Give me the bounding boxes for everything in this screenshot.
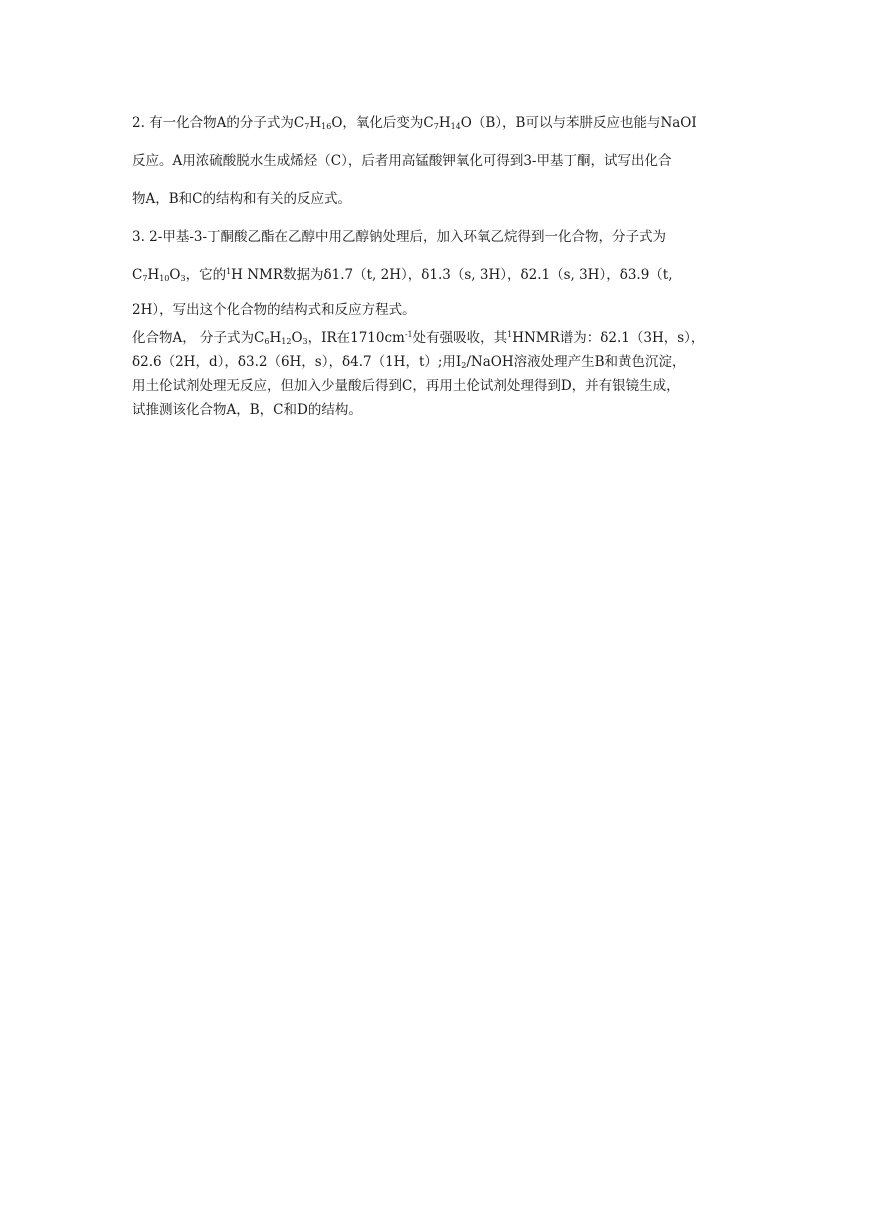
question-2-line-1 xyxy=(132,104,742,142)
text-run: H xyxy=(309,115,322,131)
question-2 xyxy=(132,104,742,218)
subscript: 12 xyxy=(281,337,292,346)
question-2-line-3: 物A，B和C的结构和有关的反应式。 xyxy=(132,191,351,207)
question-4-line-2 xyxy=(132,350,742,374)
text-run: H NMR数据为δ1.7（t, 2H），δ1.3（s, 3H），δ2.1（s, 3H），δ3.9（t, xyxy=(231,267,673,283)
superscript: -1 xyxy=(404,330,413,339)
question-3-line-1: 3. 2-甲基-3-丁酮酸乙酯在乙醇中用乙醇钠处理后，加入环氧乙烷得到一化合物，分子式为 xyxy=(132,229,667,245)
subscript: 7 xyxy=(304,122,310,131)
text-run: H xyxy=(147,267,160,283)
text-run: 2. 有一化合物A的分子式为C xyxy=(132,115,305,131)
superscript: 1 xyxy=(507,330,513,339)
subscript: 7 xyxy=(433,122,439,131)
subscript: 14 xyxy=(450,122,461,131)
text-run: O xyxy=(169,267,181,283)
subscript: 3 xyxy=(180,274,186,283)
question-2-line-2: 反应。A用浓硫酸脱水生成烯烃（C），后者用高锰酸钾氧化可得到3-甲基丁酮，试写出化合 xyxy=(132,153,672,169)
question-4-line-1 xyxy=(132,326,742,350)
text-run: H xyxy=(269,330,282,346)
question-3-line-2 xyxy=(132,256,742,294)
question-4-line-3: 用土伦试剂处理无反应，但加入少量酸后得到C，再用土伦试剂处理得到D，并有银镜生成， xyxy=(132,378,680,394)
text-run: O（B），B可以与苯肼反应也能与NaOI xyxy=(460,115,697,131)
text-run: O，氧化后变为C xyxy=(331,115,434,131)
subscript: 6 xyxy=(264,337,270,346)
text-run: δ2.6（2H，d），δ3.2（6H，s），δ4.7（1H，t）;用I xyxy=(132,354,462,370)
text-run: ，IR在1710cm xyxy=(307,330,405,346)
subscript: 10 xyxy=(159,274,170,283)
subscript: 3 xyxy=(302,337,308,346)
subscript: 7 xyxy=(142,274,148,283)
question-4 xyxy=(132,326,742,422)
subscript: 2 xyxy=(461,361,467,370)
text-run: /NaOH溶液处理产生B和黄色沉淀， xyxy=(466,354,686,370)
text-run: 化合物A， 分子式为C xyxy=(132,330,265,346)
text-run: 处有强吸收，其 xyxy=(412,330,508,346)
superscript: 1 xyxy=(226,267,232,276)
text-run: HNMR谱为：δ2.1（3H，s）， xyxy=(512,330,705,346)
question-3-line-3: 2H），写出这个化合物的结构式和反应方程式。 xyxy=(132,302,416,318)
question-3 xyxy=(132,218,742,326)
document-body xyxy=(132,104,742,422)
question-4-line-4: 试推测该化合物A，B，C和D的结构。 xyxy=(132,402,362,418)
text-run: H xyxy=(438,115,451,131)
subscript: 16 xyxy=(321,122,332,131)
text-run: C xyxy=(132,267,143,283)
text-run: O xyxy=(291,330,303,346)
text-run: ，它的 xyxy=(185,267,227,283)
